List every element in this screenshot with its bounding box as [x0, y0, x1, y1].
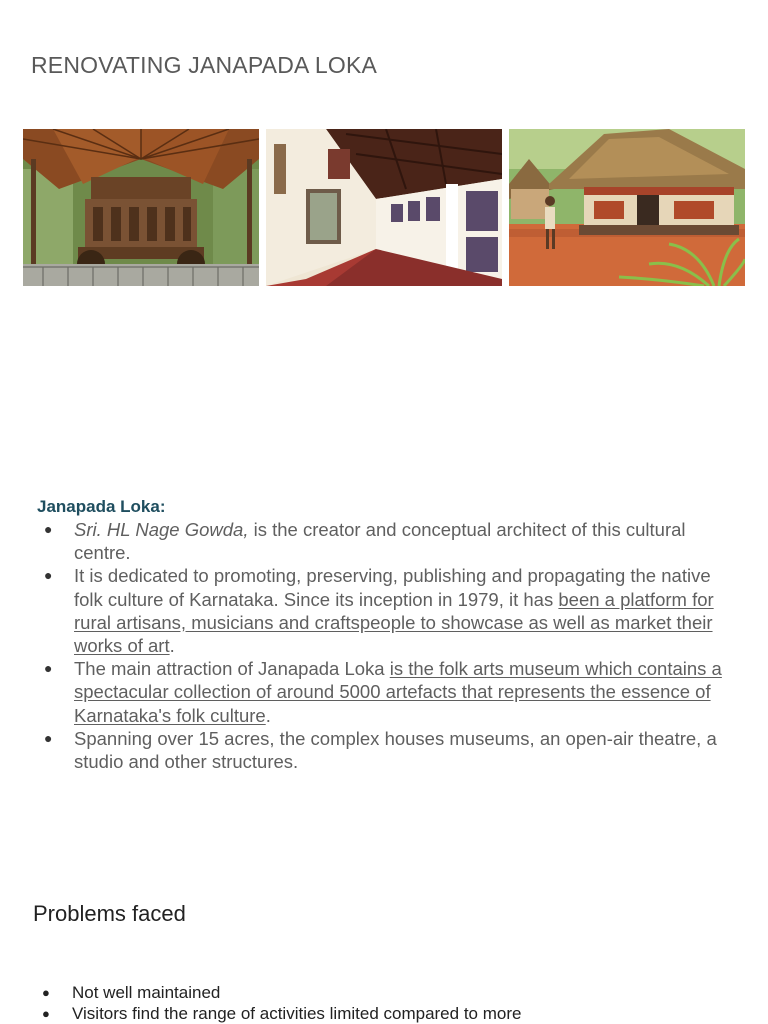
- bullet-icon: ●: [44, 521, 53, 537]
- section-heading: Janapada Loka:: [37, 497, 166, 516]
- list-item-text: Visitors find the range of activities limited compared to more: [72, 1004, 522, 1023]
- list-item: [0, 518, 768, 564]
- museum-gallery-corridor-photo: [266, 129, 502, 286]
- list-item-text: Not well maintained: [72, 983, 221, 1002]
- underlined-text: been a platform for rural artisans, musicians and craftspeople to showcase as well as market their works of art: [74, 588, 714, 657]
- list-item-text: .: [169, 635, 175, 657]
- list-item: [0, 564, 768, 657]
- list-item-text: It is dedicated to promoting, preserving, publishing and propagating the native folk culture of Karnataka. Since its inception in 1979, it has: [74, 565, 711, 610]
- list-item-text: is the creator and conceptual architect of this cultural centre.: [74, 519, 686, 564]
- list-item-text: The main attraction of Janapada Loka: [74, 658, 390, 680]
- list-item: [0, 657, 768, 727]
- creator-name: Sri. HL Nage Gowda,: [74, 519, 249, 540]
- list-item-text: .: [265, 704, 271, 726]
- list-item-text: Spanning over 15 acres, the complex houses museums, an open-air theatre, a studio and other structures.: [74, 727, 717, 773]
- janapada-loka-bullet-list: [0, 518, 768, 773]
- list-item: [0, 727, 768, 773]
- bullet-icon: ●: [44, 567, 53, 584]
- list-item: [0, 1003, 768, 1024]
- bullet-icon: ●: [44, 660, 53, 677]
- problems-list: [0, 982, 768, 1024]
- wooden-chariot-pavilion-photo: [23, 129, 259, 286]
- underlined-text: is the folk arts museum which contains a spectacular collection of around 5000 artefacts that represents the essence of Karnataka's folk culture: [74, 658, 722, 726]
- bullet-icon: ●: [44, 729, 53, 746]
- thatched-hut-courtyard-photo: [509, 129, 745, 286]
- problems-title: Problems faced: [33, 901, 186, 926]
- bullet-icon: ●: [42, 985, 50, 1000]
- list-item: [0, 982, 768, 1003]
- page-title: RENOVATING JANAPADA LOKA: [31, 52, 378, 78]
- bullet-icon: ●: [42, 1006, 50, 1021]
